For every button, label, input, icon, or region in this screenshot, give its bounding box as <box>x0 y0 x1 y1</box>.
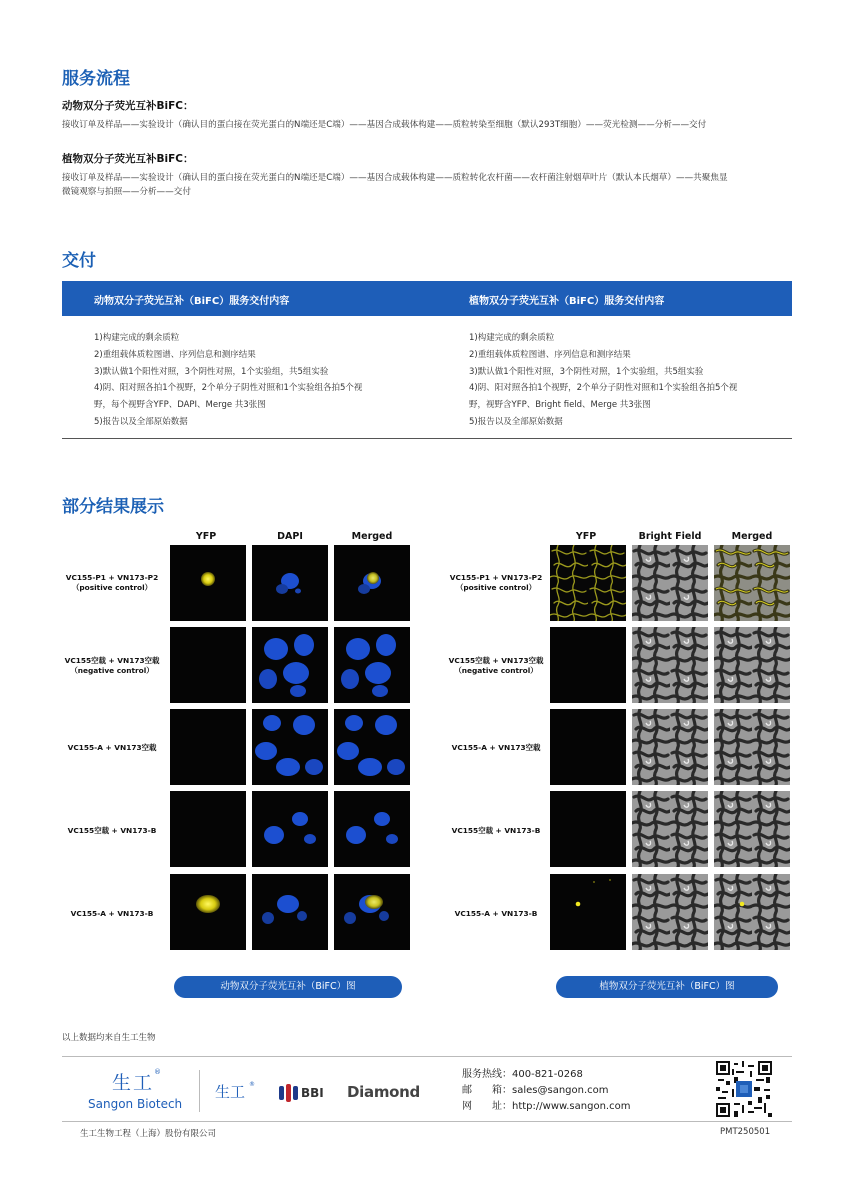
plant-image-negative-merged <box>714 627 790 703</box>
plant-row-label-1: VC155-P1 + VN173-P2 （positive control） <box>449 573 543 592</box>
plant-image-positive-yfp <box>550 545 626 621</box>
email-row: 邮 箱：sales@sangon.com <box>462 1085 609 1096</box>
plant-delivery-list <box>469 330 769 431</box>
list-item: 野，视野含YFP、Bright field、Merge 共3张图 <box>469 400 651 411</box>
plant-image-negative-yfp <box>550 627 626 703</box>
qr-code <box>716 1061 772 1121</box>
plant-row-label-4: VC155空载 + VN173-B <box>451 826 541 835</box>
contact-block <box>462 1067 630 1115</box>
plant-delivery-header: 植物双分子荧光互补（BiFC）服务交付内容 <box>469 296 665 307</box>
animal-delivery-list <box>94 330 394 431</box>
animal-process-title: 动物双分子荧光互补BiFC： <box>62 100 194 112</box>
footer-divider-bottom <box>62 1121 792 1122</box>
plant-col-merged: Merged <box>731 531 773 542</box>
animal-figure-caption: 动物双分子荧光互补（BiFC）图 <box>174 976 402 998</box>
plant-figure-caption: 植物双分子荧光互补（BiFC）图 <box>556 976 778 998</box>
list-item: 5)报告以及全部原始数据 <box>469 416 563 427</box>
delivery-title: 交付 <box>62 251 96 271</box>
animal-row-label-3: VC155-A + VN173空载 <box>67 743 157 752</box>
plant-row-label-5: VC155-A + VN173-B <box>454 909 538 918</box>
data-source-note: 以上数据均来自生工生物 <box>62 1033 156 1043</box>
plant-image-a-merged <box>714 709 790 785</box>
animal-row-label-1: VC155-P1 + VN173-P2 （positive control） <box>65 573 159 592</box>
animal-row-label-4: VC155空载 + VN173-B <box>67 826 157 835</box>
animal-image-a-dapi <box>252 709 328 785</box>
plant-image-a-bright-field <box>632 709 708 785</box>
animal-image-ab-merged <box>334 874 410 950</box>
bbi-label: BBI <box>301 1086 324 1100</box>
plant-process-title: 植物双分子荧光互补BiFC： <box>62 153 194 165</box>
bbi-logo-icon <box>279 1084 299 1106</box>
animal-row-label-5: VC155-A + VN173-B <box>70 909 154 918</box>
plant-process-text-1: 接收订单及样品——实验设计（确认目的蛋白接在荧光蛋白的N端还是C端）——基因合成载体构建——质粒转化农杆菌——农杆菌注射烟草叶片（默认本氏烟草）——共聚焦显 <box>62 173 728 183</box>
table-divider <box>62 438 792 439</box>
plant-image-b-merged <box>714 791 790 867</box>
diamond-logo: Diamond <box>347 1083 420 1101</box>
plant-image-ab-bright-field <box>632 874 708 950</box>
logo-cn-small: 生工 <box>215 1083 246 1101</box>
results-title: 部分结果展示 <box>62 497 164 517</box>
list-item: 4)阴、阳对照各拍1个视野，2个单分子阴性对照和1个实验组各拍5个视 <box>469 383 738 394</box>
plant-process-text-2: 微镜观察与拍照——分析——交付 <box>62 187 191 197</box>
logo-divider <box>199 1070 200 1112</box>
website-link[interactable]: http://www.sangon.com <box>512 1101 631 1112</box>
footer-divider-top <box>62 1056 792 1057</box>
logo-registered: ® <box>154 1068 161 1076</box>
company-name: 生工生物工程（上海）股份有限公司 <box>80 1129 217 1139</box>
plant-row-label-2: VC155空载 + VN173空载 （negative control） <box>448 656 544 675</box>
list-item: 3)默认做1个阳性对照，3个阴性对照，1个实验组，共5组实验 <box>94 366 329 377</box>
animal-col-merged: Merged <box>351 531 393 542</box>
logo-cn-small-registered: ® <box>249 1081 255 1088</box>
website-row: 网 址：http://www.sangon.com <box>462 1101 631 1112</box>
list-item: 5)报告以及全部原始数据 <box>94 416 188 427</box>
animal-image-positive-merged <box>334 545 410 621</box>
list-item: 2)重组载体质粒图谱、序列信息和测序结果 <box>94 349 256 360</box>
plant-image-negative-bright-field <box>632 627 708 703</box>
animal-image-negative-dapi <box>252 627 328 703</box>
plant-image-b-yfp <box>550 791 626 867</box>
animal-image-positive-dapi <box>252 545 328 621</box>
plant-row-label-3: VC155-A + VN173空载 <box>451 743 541 752</box>
list-item: 4)阴、阳对照各拍1个视野，2个单分子阴性对照和1个实验组各拍5个视 <box>94 383 363 394</box>
list-item: 1)构建完成的剩余质粒 <box>469 333 555 343</box>
animal-col-yfp: YFP <box>195 531 217 542</box>
animal-image-a-merged <box>334 709 410 785</box>
animal-image-b-yfp <box>170 791 246 867</box>
animal-image-a-yfp <box>170 709 246 785</box>
logo-en: Sangon Biotech <box>88 1097 183 1111</box>
plant-image-a-yfp <box>550 709 626 785</box>
animal-process-text: 接收订单及样品——实验设计（确认目的蛋白接在荧光蛋白的N端还是C端）——基因合成载体构建——质粒转染至细胞（默认293T细胞）——荧光检测——分析——交付 <box>62 120 707 130</box>
plant-image-b-bright-field <box>632 791 708 867</box>
animal-image-positive-yfp <box>170 545 246 621</box>
animal-col-dapi: DAPI <box>277 531 303 542</box>
plant-col-yfp: YFP <box>575 531 597 542</box>
plant-col-bright-field: Bright Field <box>638 531 702 542</box>
animal-image-negative-yfp <box>170 627 246 703</box>
process-title: 服务流程 <box>62 69 130 89</box>
animal-image-ab-dapi <box>252 874 328 950</box>
logo-cn: 生工 <box>112 1072 155 1094</box>
animal-row-label-2: VC155空载 + VN173空载 （negative control） <box>64 656 160 675</box>
list-item: 3)默认做1个阳性对照，3个阴性对照，1个实验组，共5组实验 <box>469 366 704 377</box>
animal-image-ab-yfp <box>170 874 246 950</box>
delivery-table-header <box>62 281 792 316</box>
plant-image-ab-merged <box>714 874 790 950</box>
animal-image-b-dapi <box>252 791 328 867</box>
plant-image-positive-merged <box>714 545 790 621</box>
hotline-row: 服务热线：400-821-0268 <box>462 1069 583 1080</box>
list-item: 2)重组载体质粒图谱、序列信息和测序结果 <box>469 349 631 360</box>
plant-image-positive-bright-field <box>632 545 708 621</box>
animal-image-b-merged <box>334 791 410 867</box>
list-item: 1)构建完成的剩余质粒 <box>94 333 180 343</box>
animal-delivery-header: 动物双分子荧光互补（BiFC）服务交付内容 <box>94 296 290 307</box>
animal-image-negative-merged <box>334 627 410 703</box>
document-code: PMT250501 <box>720 1127 771 1137</box>
email-link[interactable]: sales@sangon.com <box>512 1085 609 1096</box>
plant-image-ab-yfp <box>550 874 626 950</box>
list-item: 野，每个视野含YFP、DAPI、Merge 共3张图 <box>94 400 266 411</box>
